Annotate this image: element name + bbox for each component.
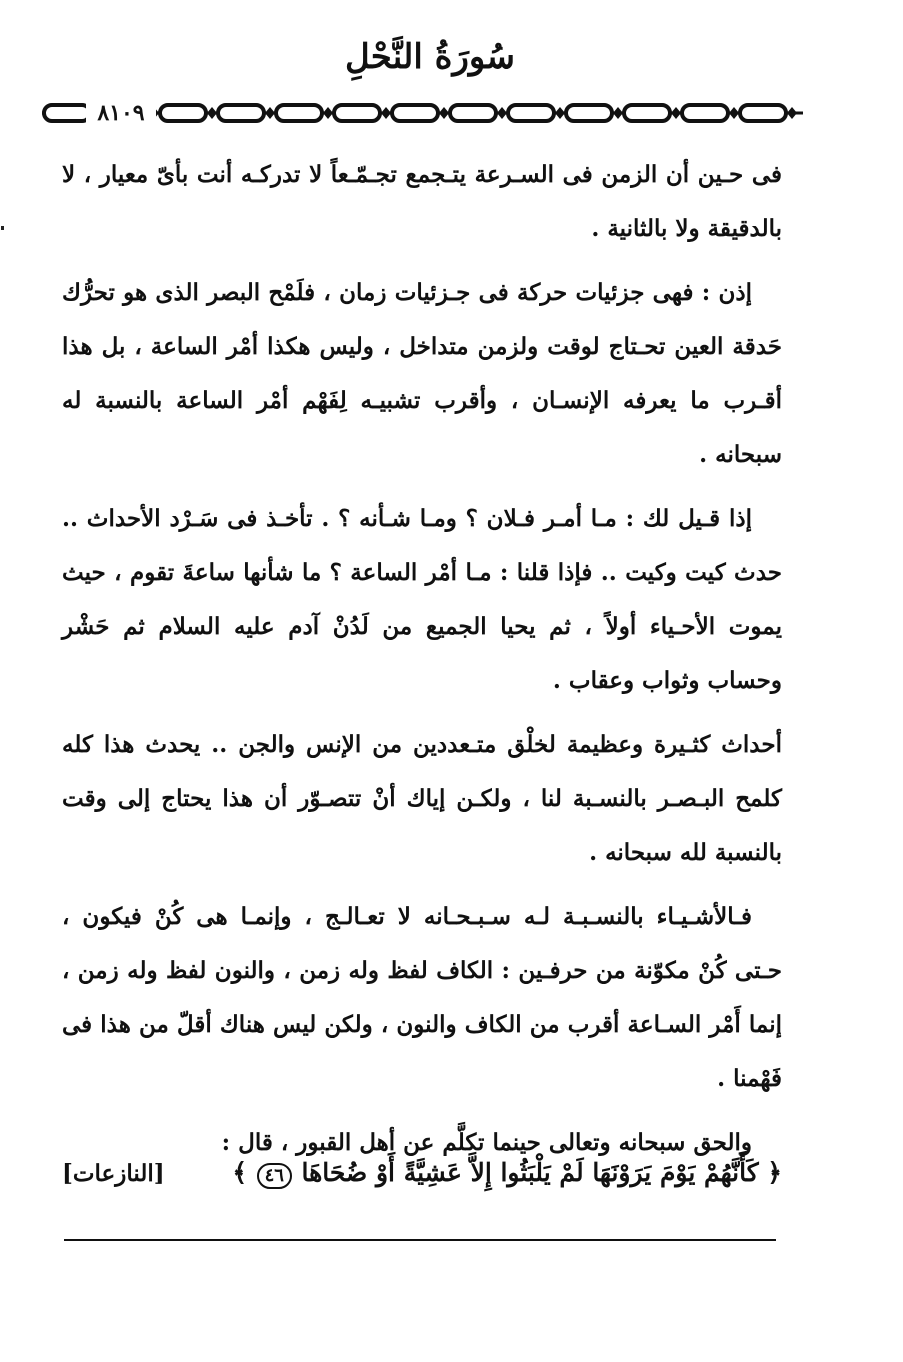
chain-diamond bbox=[729, 107, 739, 119]
chain-link bbox=[44, 105, 90, 121]
paragraph-2: إذن : فهى جزئيات حركة فى جـزئيات زمان ، فلَمْح البصر الذى هو تحرُّك حَدقة العين تحـتاج لوقت ولزمن متداخل ، وليس هكذا أمْر الساعة ، بل هذا أقـرب ما يعرفه الإنسـان ، وأقرب تشبيـه لِفَهْم أمْر الساعة بالنسبة له سبحانه . bbox=[62, 279, 782, 468]
chain-diamond bbox=[613, 107, 623, 119]
quran-verse bbox=[62, 1148, 782, 1198]
chain-link bbox=[392, 105, 438, 121]
chain-link bbox=[508, 105, 554, 121]
chain-link bbox=[624, 105, 670, 121]
chain-link bbox=[450, 105, 496, 121]
paragraph-6: والحق سبحانه وتعالى حينما تكلَّم عن أهل القبور ، قال : bbox=[221, 1129, 752, 1156]
scan-speck bbox=[1, 226, 4, 230]
chain-link bbox=[682, 105, 728, 121]
chain-link bbox=[276, 105, 322, 121]
chain-diamond bbox=[497, 107, 507, 119]
chain-link bbox=[740, 105, 786, 121]
surah-reference: [النازعات] bbox=[62, 1159, 165, 1187]
chain-diamond bbox=[381, 107, 391, 119]
chain-diamond bbox=[787, 107, 797, 119]
page-number: ٨١٠٩ bbox=[86, 96, 156, 130]
paragraph-4: أحداث كثـيرة وعظيمة لخلْق متـعددين من الإنس والجن .. يحدث هذا كله كلمح البـصـر بالنسـبة لنا ، ولكـن إياك أنْ تتصـوّر أن هذا يحتاج إلى وقت بالنسبة لله سبحانه . bbox=[62, 731, 782, 866]
verse-text: ﴿ كَأَنَّهُمْ يَوْمَ يَرَوْنَهَا لَمْ يَلْبَثُوا إِلاَّ عَشِيَّةً أَوْ ضُحَاهَا bbox=[301, 1157, 782, 1187]
paragraph-1: فى حـين أن الزمن فى السـرعة يتـجمع تجـمّـعاً لا تدركـه أنت بأىّ معيار ، لا بالدقيقة ولا بالثانية . bbox=[62, 161, 782, 242]
chain-diamond bbox=[439, 107, 449, 119]
paragraph-5: فـالأشـيـاء بالنسـبـة لـه سـبـحـانه لا تعـالـج ، وإنمـا هى كُنْ فيكون ، حـتى كُنْ مكوّنة من حرفـين : الكاف لفظ وله زمن ، والنون لفظ وله زمن ، إنما أَمْر السـاعة أقرب من الكاف والنون ، ولكن ليس هناك أقلّ من هذا فى فَهْمنا . bbox=[62, 903, 782, 1092]
surah-title: سُورَةُ النَّحْلِ bbox=[345, 37, 515, 77]
chain-link bbox=[218, 105, 264, 121]
verse-body bbox=[232, 1158, 782, 1189]
footnote-divider bbox=[64, 1239, 776, 1241]
chain-diamond bbox=[555, 107, 565, 119]
verse-number: ٤٦ bbox=[257, 1163, 292, 1189]
chain-diamond bbox=[671, 107, 681, 119]
main-text bbox=[62, 148, 782, 1180]
chain-diamond bbox=[207, 107, 217, 119]
chain-link bbox=[566, 105, 612, 121]
chain-diamond bbox=[265, 107, 275, 119]
chain-diamond bbox=[323, 107, 333, 119]
paragraph-3: إذا قـيل لك : مـا أمـر فـلان ؟ ومـا شـأنه ؟ . تأخـذ فى سَـرْد الأحداث .. حدث كيت وكيت .. فإذا قلنا : مـا أمْر الساعة ؟ ما شأنها ساعةَ تقوم ، حيث يموت الأحـياء أولاً ، ثم يحيا الجميع من لَدُنْ آدم عليه السلام ثم حَشْر وحساب وثواب وعقاب . bbox=[62, 505, 783, 694]
chain-link bbox=[334, 105, 380, 121]
chain-link bbox=[160, 105, 206, 121]
verse-close-bracket: ﴾ bbox=[232, 1157, 247, 1187]
